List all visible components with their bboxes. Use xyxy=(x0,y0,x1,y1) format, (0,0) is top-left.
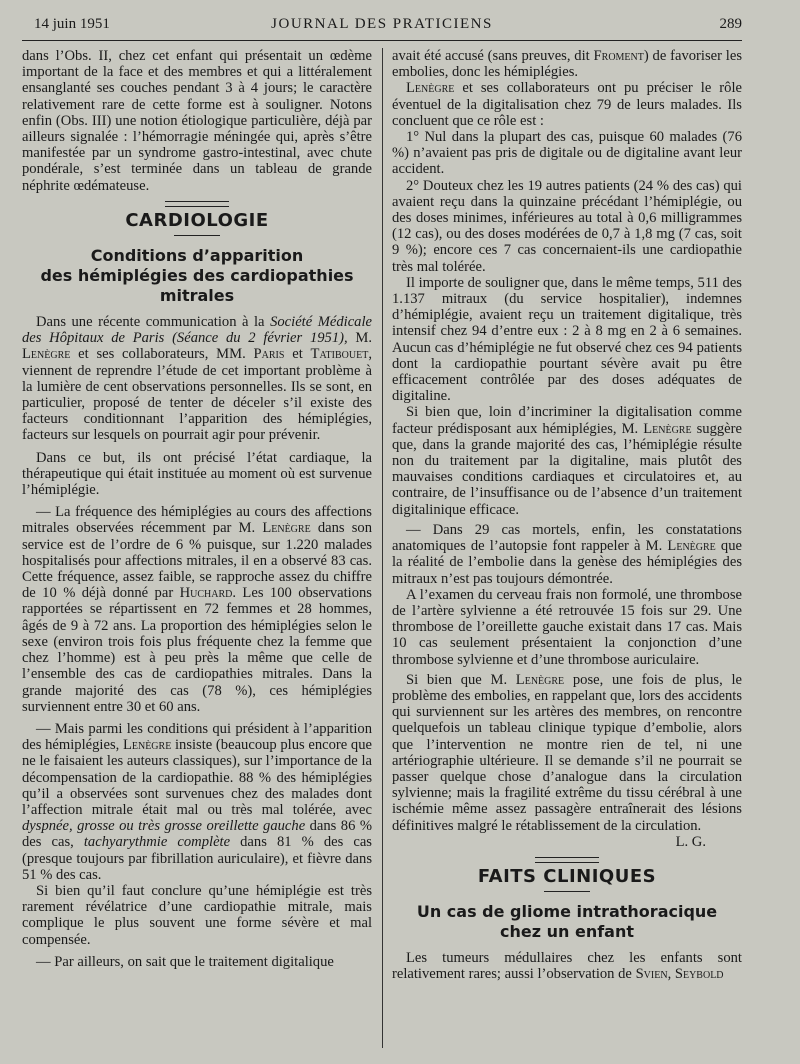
paragraph: Si bien que, loin d’incriminer la digitalisation comme facteur prédisposant aux hémiplégies, M. Lenègre suggère que, dans la grande majorité des cas, l’hémiplégie résulte non du traitement par la digitaline, mais plutôt des mauvaises conditions cardiaques et circulatoires et, au contraire, de l’insuffisance ou de l’absence d’un traitement digitalinique efficace. xyxy=(392,404,742,518)
paragraph: Dans ce but, ils ont précisé l’état cardiaque, la thérapeutique qui était instituée au moment où est survenue l’hémiplégie. xyxy=(22,449,372,499)
article-title-line: Conditions d’apparition xyxy=(90,246,304,266)
article-title-line: Un cas de gliome intrathoracique xyxy=(416,902,718,922)
section-title-faits-cliniques: FAITS CLINIQUES xyxy=(477,865,657,887)
paragraph: — Mais parmi les conditions qui président à l’apparition des hémiplégies, Lenègre insiste (beaucoup plus encore que ne le faisaient les auteurs classiques), sur l’importance de la décompensation de la cardiopathie. 88 % des hémiplégies qu’il a observées sont survenues chez des malades dont l’affection mitrale était mal ou très mal tolérée, avec dyspnée, grosse ou très grosse oreillette gauche dans 86 % des cas, tachyarythmie complète dans 81 % des cas (presque toujours par fibrillation auriculaire), et fièvre dans 51 % des cas. xyxy=(22,720,372,883)
rule-separator xyxy=(174,235,220,236)
header-journal-title: JOURNAL DES PRATICIENS xyxy=(271,16,493,32)
article-title-line: chez un enfant xyxy=(500,922,634,942)
paragraph: — Par ailleurs, on sait que le traitement digitalique xyxy=(36,953,334,970)
paragraph: — La fréquence des hémiplégies au cours des affections mitrales observées récemment par M. Lenègre dans son service est de l’ordre de 6 % puisque, sur 1.220 malades hospitalisés pour affections mitrales, il en a observé 83 cas. Cette fréquence, assez faible, se rapproche assez du chiffre de 10 % déjà donné par Huchard. Les 100 observations rapportées se répartissent en 72 femmes et 28 hommes, âgés de 9 à 72 ans. La proportion des hémiplégies selon le sexe (environ trois fois plus fréquente chez la femme que chez l’homme) est à peu près la même que celle de l’ensemble des cas de cardiopathies mitrales. Dans la grande majorité des cas (78 %), ces hémiplégies surviennent entre 30 et 60 ans. xyxy=(22,504,372,715)
column-divider xyxy=(382,48,383,1048)
paragraph: Lenègre et ses collaborateurs ont pu préciser le rôle éventuel de la digitalisation chez 79 de leurs malades. Ils concluent que ce rôle est : xyxy=(392,80,742,129)
double-rule-separator xyxy=(165,201,229,207)
paragraph: Dans une récente communication à la Société Médicale des Hôpitaux de Paris (Séance du 2 février 1951), M. Lenègre et ses collaborateurs, MM. Paris et Tatibouet, viennent de reprendre l’étude de cet important problème à la lumière de cent observations personnelles. Ils se sont, en particulier, proposé de tenter de déceler s’il existe des facteurs conditionnant l’apparition des hémiplégies, facteurs sur lesquels on pourrait agir pour prévenir. xyxy=(22,314,373,444)
header-date: 14 juin 1951 xyxy=(34,16,110,32)
running-header xyxy=(22,12,742,41)
section-title-cardiologie: CARDIOLOGIE xyxy=(125,209,269,231)
article-title xyxy=(22,246,372,306)
paragraph: dans l’Obs. II, chez cet enfant qui présentait un œdème important de la face et des membres et qui a littéralement ensanglanté ses couches pendant 3 à 4 jours; le caractère relativement rare de cette forme est à souligner. Notons enfin (Obs. III) une notion étiologique particulière, déjà par ailleurs signalée : l’hémorragie méningée qui, après s’être manifestée par un syndrome gastro-intestinal, avec chute pondérale, s’est terminée dans un tableau de grande néphrite œdémateuse. xyxy=(22,48,372,194)
paragraph: Si bien qu’il faut conclure qu’une hémiplégie est très rarement révélatrice d’une cardiopathie mitrale, mais complique le plus souvent une forme sévère et mal compensée. xyxy=(22,882,372,948)
rule-separator xyxy=(544,891,590,892)
double-rule-separator xyxy=(535,857,599,863)
article-title-line: des hémiplégies des cardiopathies mitrales xyxy=(40,266,354,306)
author-signature: L. G. xyxy=(675,833,706,850)
signature-line xyxy=(392,834,742,850)
paragraph: Il importe de souligner que, dans le même temps, 511 des 1.137 mitraux (du service hospitalier), indemnes d’hémiplégie, avaient reçu un traitement digitalique, très intensif chez 94 d’entre eux : 2 à 8 mg en 2 à 6 semaines. Aucun cas d’hémiplégie ne fut observé chez ces 94 patients dont la cardiopathie pourtant sévère avait pu être efficacement contrôlée par des doses adéquates de digitaline. xyxy=(392,274,742,405)
left-column xyxy=(22,48,372,970)
paragraph: Les tumeurs médullaires chez les enfants sont relativement rares; aussi l’observation de Svien, Seybold xyxy=(392,950,742,983)
paragraph: Si bien que M. Lenègre pose, une fois de plus, le problème des embolies, en rappelant que, lors des accidents qui surviennent sur les artères des membres, on rencontre quelquefois un tableau clinique typique d’embolie, alors que l’intervention ne montre rien de tel, ni une artériographie ultérieure. Il se demande s’il ne pourrait se passer quelque chose d’analogue dans la circulation sylvienne; mais la fragilité extrême du tissu cérébral à une ischémie même assez passagère entraînerait des lésions définitives malgré le rétablissement de la circulation. xyxy=(392,671,742,834)
paragraph: 2° Douteux chez les 19 autres patients (24 % des cas) qui avaient reçu dans la quinzaine précédant l’hémiplégie, ou des doses minimes, inférieures au total à 0,6 milligrammes (12 cas), ou des doses modérées de 0,7 à 1,8 mg (7 cas, soit 9 %); encore ces 7 cas concernaient-ils une cardiopathie très mal tolérée. xyxy=(392,177,742,275)
paragraph: avait été accusé (sans preuves, dit Froment) de favoriser les embolies, donc les hémiplégies. xyxy=(392,48,742,81)
paragraph: A l’examen du cerveau frais non formolé, une thrombose de l’artère sylvienne a été retrouvée 15 fois sur 29. Une thrombose de l’oreillette gauche existait dans 17 cas. Mais 10 cas seulement présentaient la conjonction d’une thrombose sylvienne et d’une thrombose auriculaire. xyxy=(392,586,742,668)
right-column xyxy=(392,48,742,983)
paragraph: — Dans 29 cas mortels, enfin, les constatations anatomiques de l’autopsie font rappeler à M. Lenègre que la réalité de l’embolie dans la genèse des hémiplégies des mitraux n’est pas toujours démontrée. xyxy=(392,521,742,587)
header-page-number: 289 xyxy=(719,16,742,32)
paragraph: 1° Nul dans la plupart des cas, puisque 60 malades (76 %) n’avaient pas pris de digitale ou de digitaline avant leur accident. xyxy=(392,129,742,178)
article-title xyxy=(392,902,742,942)
